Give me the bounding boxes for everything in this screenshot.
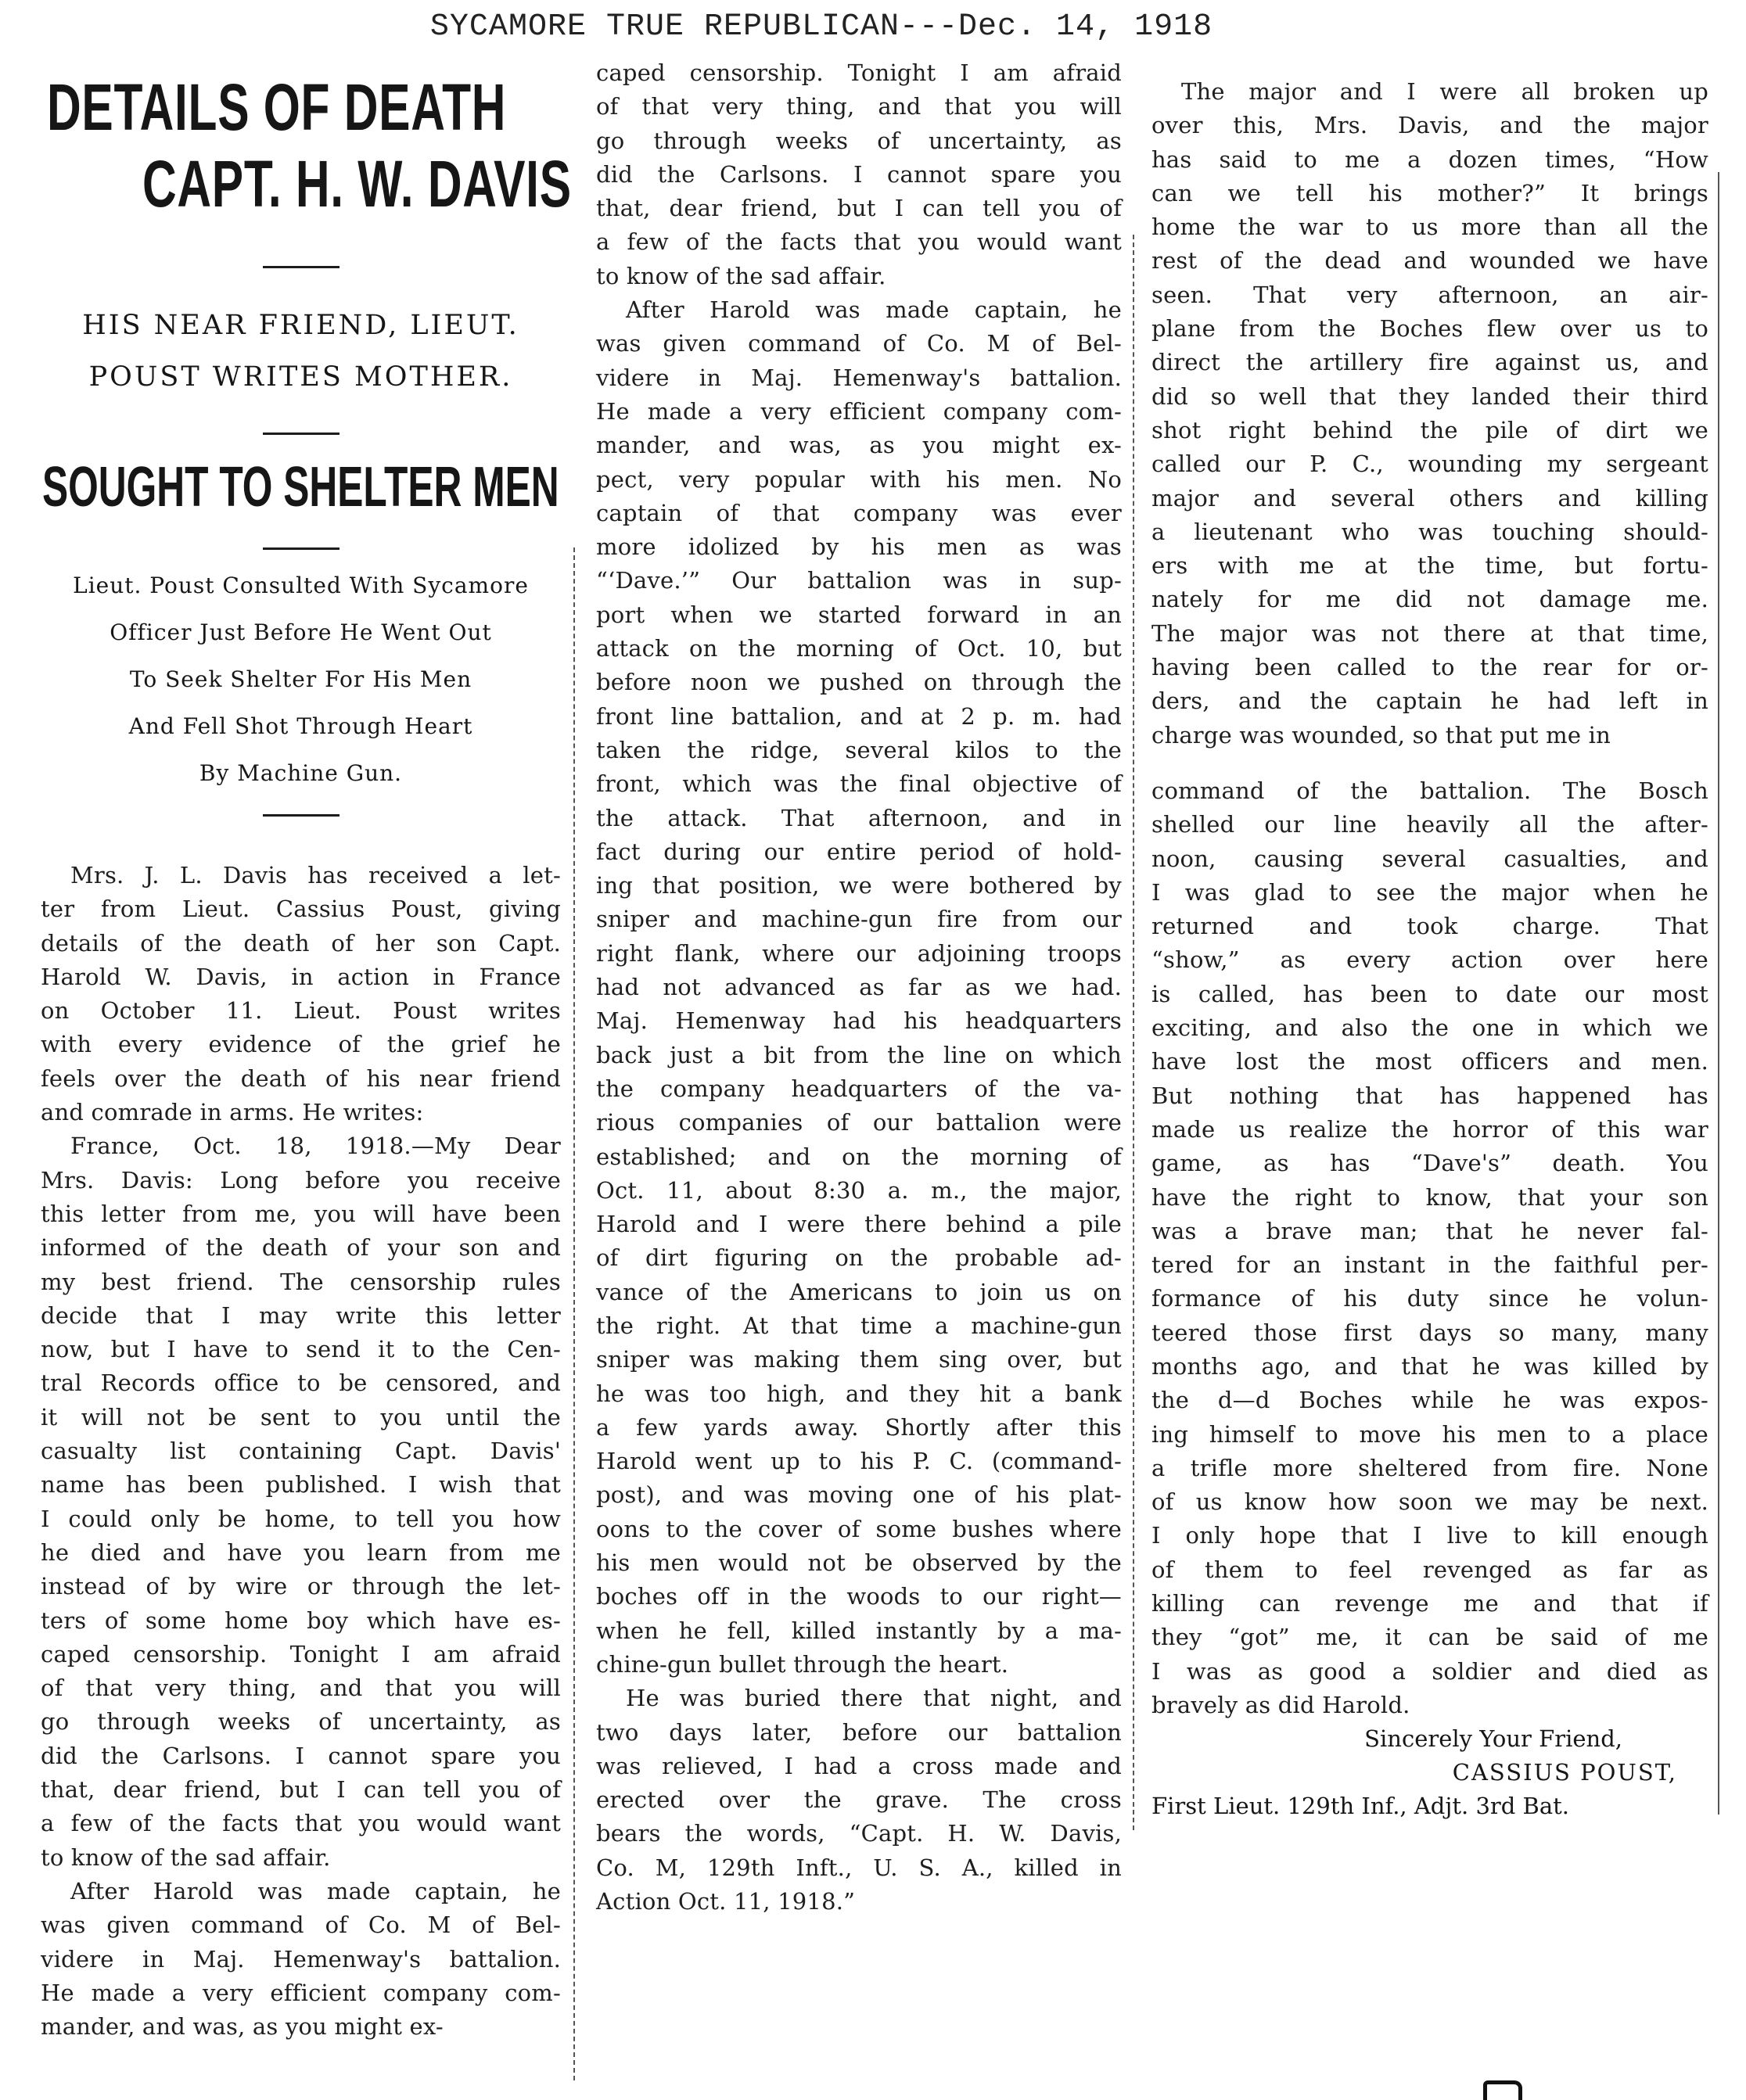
text-line: taken the ridge, several kilos to the bbox=[596, 736, 1122, 763]
text-line: Maj. Hemenway had his headquarters bbox=[596, 1007, 1122, 1035]
text-line: his men would not be observed by the bbox=[596, 1549, 1122, 1577]
text-line: “‘Dave.’” Our battalion was in sup- bbox=[596, 567, 1122, 594]
text-line: attack on the morning of Oct. 10, but bbox=[596, 635, 1122, 662]
text-line: But nothing that has happened has bbox=[1151, 1082, 1708, 1109]
text-line: the d—d Boches while he was expos- bbox=[1151, 1387, 1708, 1414]
paragraph bbox=[1151, 75, 1708, 752]
text-line: when he fell, killed instantly by a ma- bbox=[596, 1617, 1122, 1644]
text-line: a trifle more sheltered from fire. None bbox=[1151, 1454, 1708, 1481]
text-line: “show,” as every action over here bbox=[1151, 946, 1708, 974]
text-line: major and several others and killing bbox=[1151, 484, 1708, 512]
text-line: feels over the death of his near friend bbox=[41, 1064, 561, 1092]
text-line: ing that position, we were bothered by bbox=[596, 872, 1122, 899]
text-line: on October 11. Lieut. Poust writes bbox=[41, 997, 561, 1025]
text-line: The major was not there at that time, bbox=[1151, 619, 1708, 647]
text-line: instead of by wire or through the let- bbox=[41, 1573, 561, 1600]
text-line: and comrade in arms. He writes: bbox=[41, 1099, 424, 1126]
text-line: After Harold was made captain, he bbox=[626, 296, 1122, 324]
text-line: can we tell his mother?” It brings bbox=[1151, 179, 1708, 206]
text-line: teered those first days so many, many bbox=[1151, 1319, 1708, 1346]
paragraph bbox=[596, 56, 1122, 293]
text-line: go through weeks of uncertainty, as bbox=[596, 127, 1122, 154]
column-divider bbox=[1718, 172, 1719, 1815]
text-line: Harold and I were there behind a pile bbox=[596, 1211, 1122, 1238]
column-divider bbox=[573, 547, 575, 2080]
text-line: Co. M, 129th Inft., U. S. A., killed in bbox=[596, 1854, 1122, 1881]
text-line: name has been published. I wish that bbox=[41, 1471, 561, 1499]
text-line: The major and I were all broken up bbox=[1181, 78, 1708, 105]
text-line: my best friend. The censorship rules bbox=[41, 1268, 561, 1295]
text-line: the right. At that time a machine-gun bbox=[596, 1312, 1122, 1339]
text-line: boches off in the woods to our right— bbox=[596, 1583, 1122, 1610]
text-line: that, dear friend, but I can tell you of bbox=[596, 195, 1122, 222]
text-line: He made a very efficient company com- bbox=[596, 397, 1122, 425]
text-line: before noon we pushed on through the bbox=[596, 669, 1122, 696]
text-line: more idolized by his men as was bbox=[596, 533, 1122, 561]
text-line: was given command of Co. M of Bel- bbox=[596, 330, 1122, 357]
text-line: a lieutenant who was touching should- bbox=[1151, 518, 1708, 545]
text-line: formance of his duty since he volun- bbox=[1151, 1285, 1708, 1312]
text-line: oons to the cover of some bushes where bbox=[596, 1515, 1122, 1542]
text-line: mander, and was, as you might ex- bbox=[596, 432, 1122, 459]
text-line: have lost the most officers and men. bbox=[1151, 1048, 1708, 1075]
text-line: back just a bit from the line on which bbox=[596, 1041, 1122, 1068]
paragraph bbox=[41, 859, 561, 1129]
text-line: casualty list containing Capt. Davis' bbox=[41, 1438, 561, 1465]
signature-title: First Lieut. 129th Inf., Adjt. 3rd Bat. bbox=[1151, 1793, 1570, 1820]
text-line: front line battalion, and at 2 p. m. had bbox=[596, 702, 1122, 730]
text-line: did the Carlsons. I cannot spare you bbox=[41, 1742, 561, 1769]
text-line: I only hope that I live to kill enough bbox=[1151, 1522, 1708, 1549]
text-line: port when we started forward in an bbox=[596, 601, 1122, 628]
text-line: post), and was moving one of his plat- bbox=[596, 1481, 1122, 1509]
text-line: fact during our entire period of hold- bbox=[596, 838, 1122, 865]
text-line: mander, and was, as you might ex- bbox=[41, 2013, 444, 2041]
text-line: returned and took charge. That bbox=[1151, 913, 1708, 940]
text-line: a few of the facts that you would want bbox=[41, 1810, 561, 1837]
text-line: of that very thing, and that you will bbox=[41, 1675, 561, 1702]
text-line: caped censorship. Tonight I am afraid bbox=[41, 1640, 561, 1667]
deck bbox=[41, 300, 561, 403]
text-line: Mrs. J. L. Davis has received a let- bbox=[70, 862, 561, 888]
text-line: to know of the sad affair. bbox=[41, 1843, 331, 1871]
text-line: command of the battalion. The Bosch bbox=[1151, 777, 1708, 804]
text-line: months ago, and that he was killed by bbox=[1151, 1352, 1708, 1380]
paragraph bbox=[596, 293, 1122, 1682]
paragraph bbox=[41, 1875, 561, 2044]
text-line: of us know how soon we may be next. bbox=[1151, 1488, 1708, 1516]
text-line: ders, and the captain he had left in bbox=[1151, 687, 1708, 715]
left-body bbox=[41, 859, 561, 2044]
text-line: killing can revenge me and that if bbox=[1151, 1590, 1708, 1617]
summary-line: And Fell Shot Through Heart bbox=[128, 713, 473, 739]
text-line: pect, very popular with his men. No bbox=[596, 465, 1122, 493]
subheadline: SOUGHT TO SHELTER MEN bbox=[42, 456, 559, 519]
text-line: rious companies of our battalion were bbox=[596, 1109, 1122, 1136]
text-line: After Harold was made captain, he bbox=[70, 1877, 561, 1904]
text-line: to know of the sad affair. bbox=[596, 262, 886, 289]
text-line: is called, has been to date our most bbox=[1151, 980, 1708, 1007]
text-line: erected over the grave. The cross bbox=[596, 1786, 1122, 1814]
paragraph bbox=[1151, 774, 1708, 1722]
text-line: over this, Mrs. Davis, and the major bbox=[1151, 112, 1708, 139]
text-line: seen. That very afternoon, an air- bbox=[1151, 281, 1708, 308]
summary-line: Lieut. Poust Consulted With Sycamore bbox=[73, 573, 529, 598]
text-line: go through weeks of uncertainty, as bbox=[41, 1708, 561, 1736]
text-line: front, which was the final objective of bbox=[596, 770, 1122, 798]
text-line: Mrs. Davis: Long before you receive bbox=[41, 1166, 561, 1194]
text-line: He made a very efficient company com- bbox=[41, 1979, 561, 2006]
text-line: right flank, where our adjoining troops bbox=[596, 939, 1122, 967]
right-column bbox=[1151, 75, 1708, 1823]
left-column bbox=[41, 69, 572, 2044]
text-line: I was glad to see the major when he bbox=[1151, 878, 1708, 906]
headline-line-2: CAPT. H. W. DAVIS bbox=[142, 147, 572, 221]
text-line: sniper was making them sing over, but bbox=[596, 1346, 1122, 1373]
text-line: did the Carlsons. I cannot spare you bbox=[596, 160, 1122, 188]
text-line: this letter from me, you will have been bbox=[41, 1200, 561, 1227]
text-line: tered for an instant in the faithful per- bbox=[1151, 1251, 1708, 1279]
text-line: sniper and machine-gun fire from our bbox=[596, 906, 1122, 933]
text-line: with every evidence of the grief he bbox=[41, 1031, 561, 1058]
text-line: informed of the death of your son and bbox=[41, 1234, 561, 1262]
masthead: SYCAMORE TRUE REPUBLICAN---Dec. 14, 1918 bbox=[429, 9, 1213, 45]
deck-line-2: POUST WRITES MOTHER. bbox=[88, 361, 513, 393]
text-line: He was buried there that night, and bbox=[626, 1685, 1122, 1712]
text-line: tral Records office to be censored, and bbox=[41, 1369, 561, 1397]
text-line: charge was wounded, so that put me in bbox=[1151, 721, 1611, 748]
summary-line: By Machine Gun. bbox=[199, 760, 403, 786]
paragraph bbox=[596, 1682, 1122, 1919]
summary-line: To Seek Shelter For His Men bbox=[129, 666, 472, 692]
text-line: was a brave man; that he never fal- bbox=[1151, 1217, 1708, 1244]
text-line: Action Oct. 11, 1918.” bbox=[596, 1888, 856, 1915]
text-line: a few yards away. Shortly after this bbox=[596, 1413, 1122, 1441]
text-line: France, Oct. 18, 1918.—My Dear bbox=[70, 1133, 561, 1160]
text-line: of them to feel revenged as far as bbox=[1151, 1556, 1708, 1583]
signature-name: CASSIUS POUST, bbox=[1452, 1759, 1677, 1786]
text-line: has said to me a dozen times, “How bbox=[1151, 145, 1708, 173]
text-line: exciting, and also the one in which we bbox=[1151, 1014, 1708, 1042]
text-line: have the right to know, that your son bbox=[1151, 1183, 1708, 1211]
text-line: of that very thing, and that you will bbox=[596, 93, 1122, 120]
handwritten-mark bbox=[1483, 2080, 1522, 2100]
text-line: two days later, before our battalion bbox=[596, 1718, 1122, 1746]
text-line: direct the artillery fire against us, and bbox=[1151, 349, 1708, 376]
text-line: was given command of Co. M of Bel- bbox=[41, 1912, 561, 1939]
text-line: established; and on the morning of bbox=[596, 1143, 1122, 1170]
text-line: plane from the Boches flew over us to bbox=[1151, 315, 1708, 343]
text-line: called our P. C., wounding my sergeant bbox=[1151, 451, 1708, 478]
text-line: did so well that they landed their third bbox=[1151, 382, 1708, 410]
text-line: had not advanced as far as we had. bbox=[596, 974, 1122, 1001]
headline-line-1: DETAILS OF DEATH bbox=[47, 70, 507, 144]
text-line: ter from Lieut. Cassius Poust, giving bbox=[41, 896, 561, 923]
text-line: captain of that company was ever bbox=[596, 499, 1122, 526]
text-line: the attack. That afternoon, and in bbox=[596, 804, 1122, 831]
text-line: he died and have you learn from me bbox=[41, 1538, 561, 1566]
summary-line: Officer Just Before He Went Out bbox=[110, 619, 492, 645]
right-body bbox=[1151, 75, 1708, 1722]
text-line: shelled our line heavily all the after- bbox=[1151, 811, 1708, 838]
text-line: videre in Maj. Hemenway's battalion. bbox=[41, 1945, 561, 1973]
text-line: he was too high, and they hit a bank bbox=[596, 1380, 1122, 1407]
signature-closing: Sincerely Your Friend, bbox=[1364, 1725, 1622, 1753]
text-line: caped censorship. Tonight I am afraid bbox=[596, 59, 1122, 86]
column-divider bbox=[1133, 235, 1134, 1830]
text-line: videre in Maj. Hemenway's battalion. bbox=[596, 364, 1122, 391]
middle-column bbox=[596, 56, 1122, 1919]
text-line: I was as good a soldier and died as bbox=[1151, 1657, 1708, 1685]
text-line: that, dear friend, but I can tell you of bbox=[41, 1776, 561, 1804]
text-line: chine-gun bullet through the heart. bbox=[596, 1650, 1009, 1678]
middle-body bbox=[596, 56, 1122, 1919]
text-line: game, as has “Dave's” death. You bbox=[1151, 1150, 1708, 1177]
text-line: of dirt figuring on the probable ad- bbox=[596, 1244, 1122, 1272]
text-line: shot right behind the pile of dirt we bbox=[1151, 416, 1708, 443]
text-line: rest of the dead and wounded we have bbox=[1151, 247, 1708, 275]
text-line: ing himself to move his men to a place bbox=[1151, 1420, 1708, 1448]
text-line: details of the death of her son Capt. bbox=[41, 929, 561, 957]
text-line: nately for me did not damage me. bbox=[1151, 586, 1708, 613]
text-line: it will not be sent to you until the bbox=[41, 1403, 561, 1431]
text-line: a few of the facts that you would want bbox=[596, 228, 1122, 256]
text-line: vance of the Americans to join us on bbox=[596, 1278, 1122, 1305]
paragraph bbox=[41, 1129, 561, 1875]
text-line: noon, causing several casualties, and bbox=[1151, 845, 1708, 872]
text-line: now, but I have to send it to the Cen- bbox=[41, 1336, 561, 1363]
text-line: having been called to the rear for or- bbox=[1151, 654, 1708, 681]
text-line: bears the words, “Capt. H. W. Davis, bbox=[596, 1820, 1122, 1847]
text-line: home the war to us more than all the bbox=[1151, 214, 1708, 241]
text-line: ers with me at the time, but fortu- bbox=[1151, 552, 1708, 580]
text-line: Oct. 11, about 8:30 a. m., the major, bbox=[596, 1176, 1122, 1204]
text-line: ters of some home boy which have es- bbox=[41, 1606, 561, 1634]
text-line: the company headquarters of the va- bbox=[596, 1075, 1122, 1102]
text-line: Harold went up to his P. C. (command- bbox=[596, 1448, 1122, 1475]
text-line: they “got” me, it can be said of me bbox=[1151, 1624, 1708, 1651]
text-line: was relieved, I had a cross made and bbox=[596, 1752, 1122, 1779]
text-line: bravely as did Harold. bbox=[1151, 1691, 1410, 1718]
text-line: I could only be home, to tell you how bbox=[41, 1505, 561, 1532]
text-line: Harold W. Davis, in action in France bbox=[41, 963, 561, 990]
summary bbox=[41, 562, 561, 797]
text-line: decide that I may write this letter bbox=[41, 1301, 561, 1329]
deck-line-1: HIS NEAR FRIEND, LIEUT. bbox=[82, 310, 519, 341]
text-line: made us realize the horror of this war bbox=[1151, 1115, 1708, 1143]
